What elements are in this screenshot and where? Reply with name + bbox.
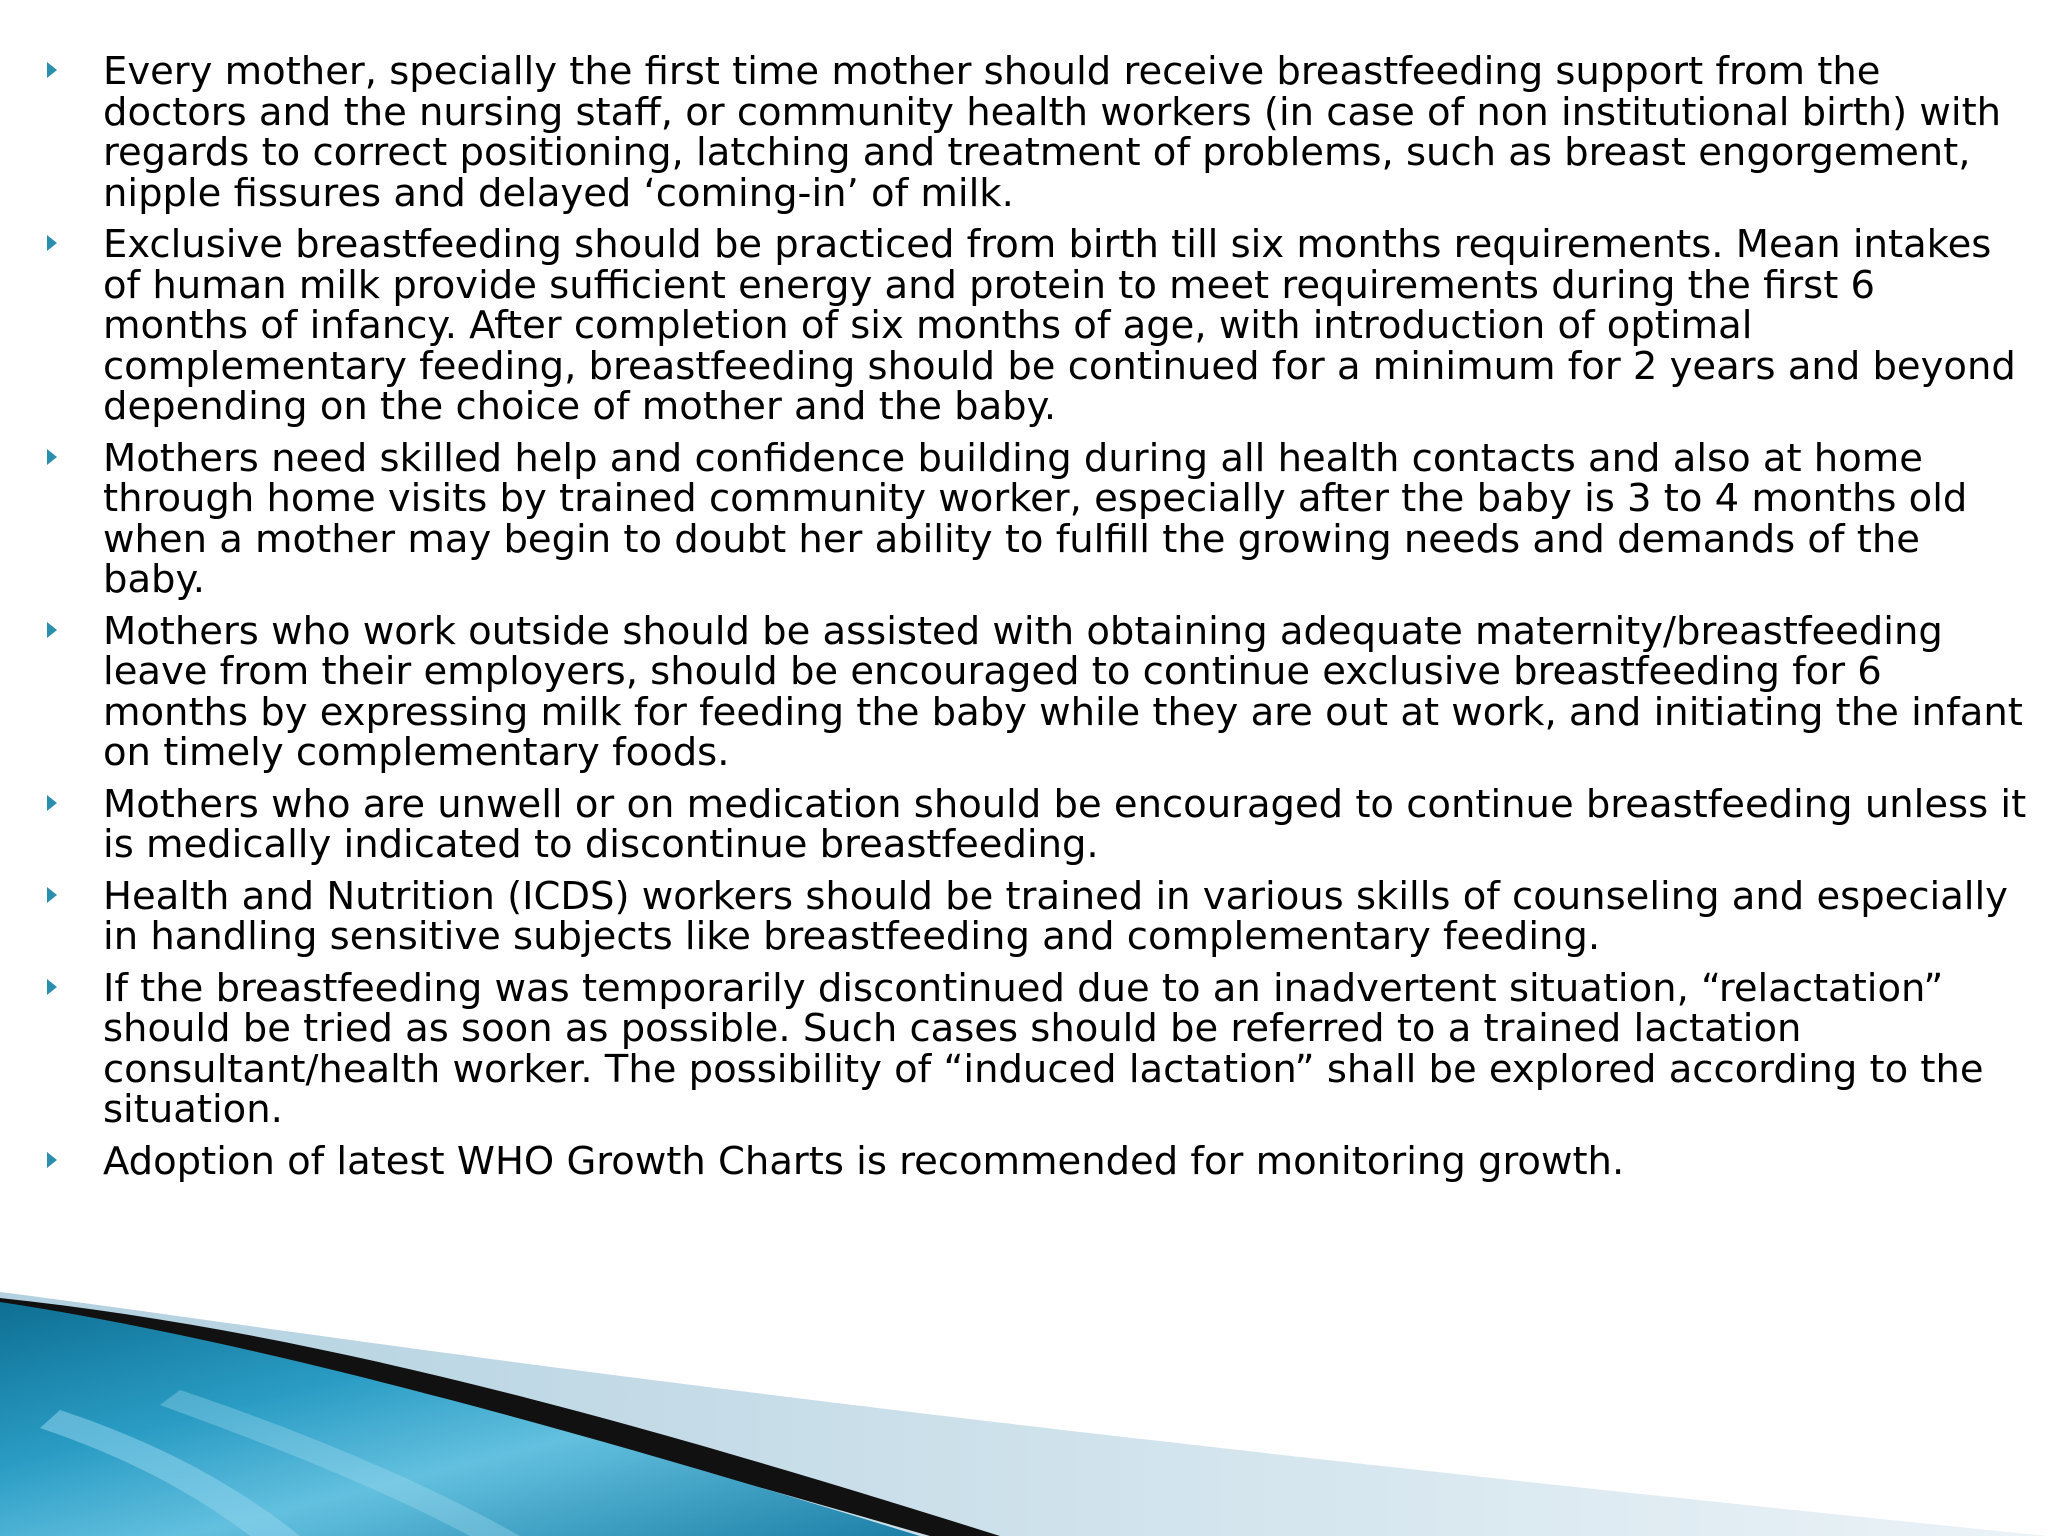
bullet-item xyxy=(40,1138,2030,1184)
triangle-bullet-icon xyxy=(47,795,57,811)
bullet-text: Mothers who are unwell or on medication should be encouraged to continue breastfeeding unless it is medically indicated to discontinue breastfeeding. xyxy=(103,781,2027,867)
triangle-bullet-icon xyxy=(47,449,57,465)
bullet-text: Mothers need skilled help and confidence building during all health contacts and also at home through home visits by trained community worker, especially after the baby is 3 to 4 months old when a mother may begin to doubt her ability to fulfill the growing needs and demands of the baby. xyxy=(103,435,1968,602)
triangle-bullet-icon xyxy=(47,1152,57,1168)
bullet-text: Exclusive breastfeeding should be practiced from birth till six months requirements. Mean intakes of human milk provide sufficient energy and protein to meet requirements during the first 6 months of infancy. After completion of six months of age, with introduction of optimal complementary feeding, breastfeeding should be continued for a minimum for 2 years and beyond depending on the choice of mother and the baby. xyxy=(103,222,2016,429)
bullet-text: Adoption of latest WHO Growth Charts is recommended for monitoring growth. xyxy=(103,1138,1625,1184)
bullet-text: Mothers who work outside should be assisted with obtaining adequate maternity/breastfeeding leave from their employers, should be encouraged to continue exclusive breastfeeding for 6 months by expressing milk for feeding the baby while they are out at work, and initiating the infant on timely complementary foods. xyxy=(103,608,2023,775)
triangle-bullet-icon xyxy=(47,235,57,251)
bullet-text: Every mother, specially the first time mother should receive breastfeeding support from the doctors and the nursing staff, or community health workers (in case of non institutional birth) with regards to correct positioning, latching and treatment of problems, such as breast engorgement, nipple fissures and delayed ‘coming-in’ of milk. xyxy=(103,49,2002,216)
bullet-text: Health and Nutrition (ICDS) workers should be trained in various skills of counseling and especially in handling sensitive subjects like breastfeeding and complementary feeding. xyxy=(103,873,2008,959)
triangle-bullet-icon xyxy=(47,979,57,995)
bullet-list xyxy=(40,49,2030,1193)
triangle-bullet-icon xyxy=(47,622,57,638)
bullet-item xyxy=(40,873,2030,959)
bullet-item xyxy=(40,222,2030,429)
triangle-bullet-icon xyxy=(47,62,57,78)
triangle-bullet-icon xyxy=(47,887,57,903)
bullet-item xyxy=(40,435,2030,602)
bullet-item xyxy=(40,49,2030,216)
bullet-item xyxy=(40,965,2030,1132)
bullet-item xyxy=(40,781,2030,867)
bullet-text: If the breastfeeding was temporarily discontinued due to an inadvertent situation, “relactation” should be tried as soon as possible. Such cases should be referred to a trained lactation consultant/health worker. The possibility of “induced lactation” shall be explored according to the situation. xyxy=(103,965,1984,1132)
bullet-item xyxy=(40,608,2030,775)
